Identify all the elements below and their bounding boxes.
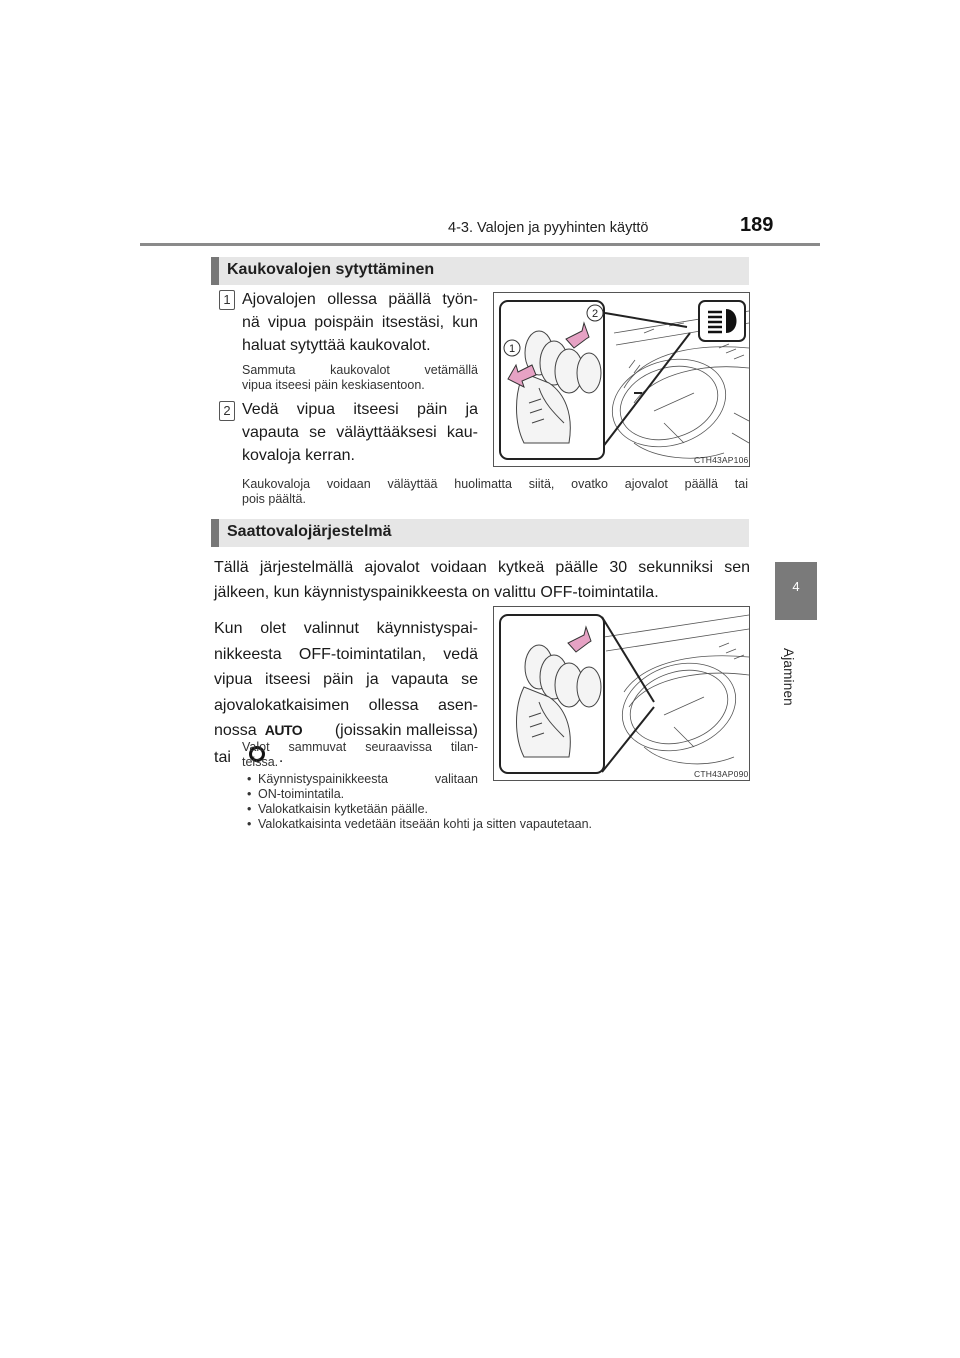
flash-note [242,477,748,507]
instruction-word: tai [214,749,231,766]
step2-line: kovaloja kerran. [242,447,355,464]
step2-line: vapauta se väläyttääksesi kau- [242,424,478,441]
list-item: • Valokatkaisinta vedetään itseään kohti ja sitten vapautetaan. [242,817,748,832]
chapter-tab [775,562,817,620]
flash-note-line: pois päältä. [242,492,306,506]
step1-text [242,288,478,357]
step1-note [242,363,478,393]
section-heading-follow-me-home [211,519,749,547]
instruction-word: nossa [214,722,257,739]
header-rule [140,243,820,246]
instruction-word: . [278,749,284,766]
instruction-word: (joissakin malleissa) [334,722,478,739]
step1-note-line: Sammuta kaukovalot vetämällä [242,363,478,377]
follow-me-home-intro [214,555,750,605]
section-title: 4-3. Valojen ja pyyhinten käyttö [448,220,649,236]
step2-text [242,398,478,467]
flash-note-line: Kaukovaloja voidaan väläyttää huolimatta siitä, ovatko ajovalot päällä tai [242,477,748,491]
instruction-line: vipua itseesi päin ja vapauta se [214,671,478,688]
dashboard-drawing [494,607,750,781]
step1-line: Ajovalojen ollessa päällä työn- [242,291,478,308]
step-number-1: 1 [219,290,235,310]
callout-1: 1 [508,343,516,355]
lights-off-note [242,740,478,770]
step2-line: Vedä vipua itseesi päin ja [242,401,478,418]
section-heading-high-beam [211,257,749,285]
step1-note-line: vipua itseesi päin keskiasentoon. [242,378,425,392]
list-item-text: ON-toimintatila. [258,787,345,801]
step1-line: nä vipua poispäin itsestäsi, kun [242,314,478,331]
step1-line: haluat sytyttää kaukovalot. [242,337,431,354]
instruction-line: ajovalokatkaisimen ollessa asen- [214,696,478,714]
dashboard-drawing [494,293,750,467]
callout-2: 2 [591,308,599,320]
chapter-label: Ajaminen [781,648,796,706]
intro-line: jälkeen, kun käynnistyspainikkeesta on valittu OFF-toimintatila. [214,584,659,601]
instruction-line: Kun olet valinnut käynnistyspai- [214,620,478,637]
figure-code: CTH43AP106 [694,455,749,465]
lights-off-note-line: teissa. [242,755,279,769]
figure-code: CTH43AP090 [694,769,749,779]
lights-off-conditions [242,772,748,832]
section-heading-text: Kaukovalojen sytyttäminen [227,261,435,278]
high-beam-indicator-icon [699,301,745,341]
section-heading-text: Saattovalojärjestelmä [227,523,392,540]
instruction-line: nikkeesta OFF-toimintatilan, vedä [214,645,478,663]
follow-me-home-lever-illustration [493,606,750,781]
chapter-number: 4 [792,579,800,594]
intro-line: Tällä järjestelmällä ajovalot voidaan kytkeä päälle 30 sekunniksi sen [214,559,750,576]
lights-off-note-line: Valot sammuvat seuraavissa tilan- [242,740,478,754]
page-number: 189 [740,214,774,236]
high-beam-lever-illustration [493,292,750,467]
step-number-2: 2 [219,401,235,421]
list-item-continuation [242,787,748,802]
list-item: • Valokatkaisin kytketään päälle. [242,802,748,817]
auto-mode-label: AUTO [264,722,303,738]
list-item: • Käynnistyspainikkeesta valitaan [242,772,478,787]
